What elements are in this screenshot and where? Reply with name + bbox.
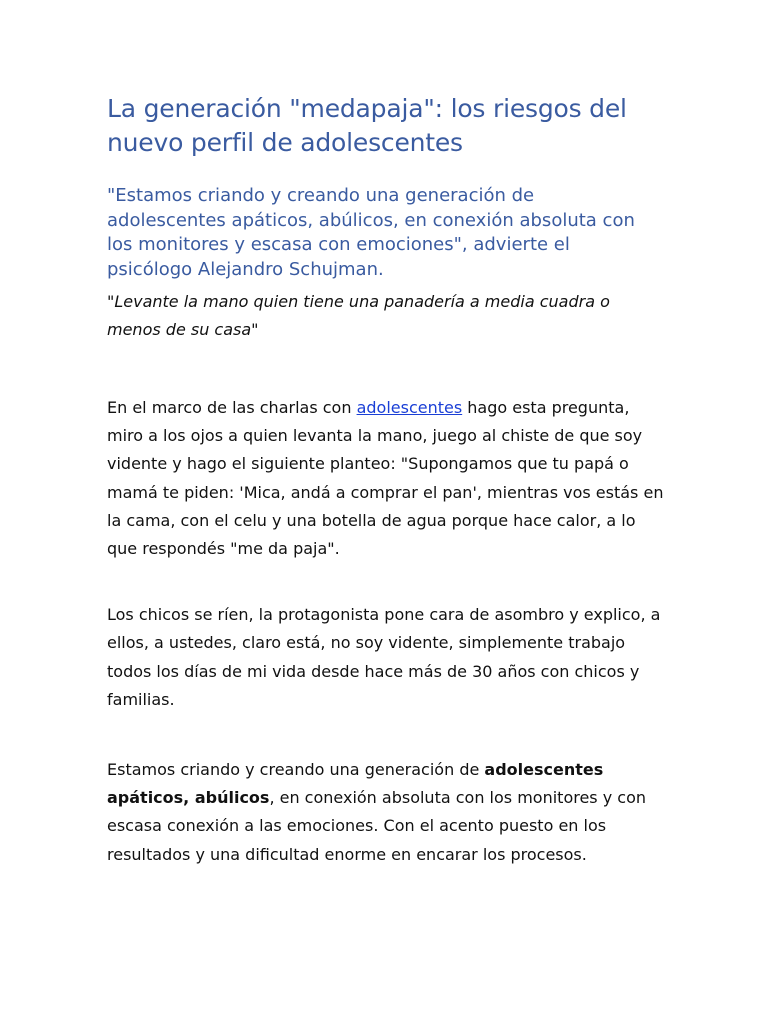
paragraph-3-intro: Estamos criando y creando una generación de <box>107 760 485 780</box>
adolescentes-link[interactable]: adolescentes <box>356 398 463 417</box>
quote-close-mark: " <box>251 320 259 339</box>
paragraph-3-emphasis: adolescentes apáticos, abúlicos <box>107 760 604 808</box>
quote-open-mark: " <box>107 292 115 311</box>
article-title: La generación "medapaja": los riesgos del nuevo perfil de adolescentes <box>107 94 627 157</box>
paragraph-1 <box>107 394 667 563</box>
article-quote <box>107 288 667 344</box>
paragraph-3-rest: , en conexión absoluta con los monitores y con escasa conexión a las emociones. Con el acento puesto en los resultados y una dificultad enorme en encarar los procesos. <box>107 788 646 864</box>
paragraph-2: Los chicos se ríen, la protagonista pone cara de asombro y explico, a ellos, a ustedes, claro está, no soy vidente, simplemente trabajo todos los días de mi vida desde hace más de 30 años con chicos y familias. <box>107 605 661 709</box>
paragraph-1-rest: hago esta pregunta, miro a los ojos a quien levanta la mano, juego al chiste de que soy vidente y hago el siguiente planteo: "Supongamos que tu papá o mamá te piden: 'Mica, andá a comprar el pan', mientras vos estás en la cama, con el celu y una botella de agua porque hace calor, a lo que respondés "me da paja". <box>107 398 664 559</box>
article-subtitle: "Estamos criando y creando una generación de adolescentes apáticos, abúlicos, en conexión absoluta con los monitores y escasa con emociones", advierte el psicólogo Alejandro Schujman. <box>107 185 635 280</box>
paragraph-1-intro: En el marco de las charlas con <box>107 398 357 417</box>
paragraph-3 <box>107 756 667 869</box>
quote-text: Levante la mano quien tiene una panadería a media cuadra o menos de su casa <box>107 292 610 339</box>
article <box>107 92 667 869</box>
